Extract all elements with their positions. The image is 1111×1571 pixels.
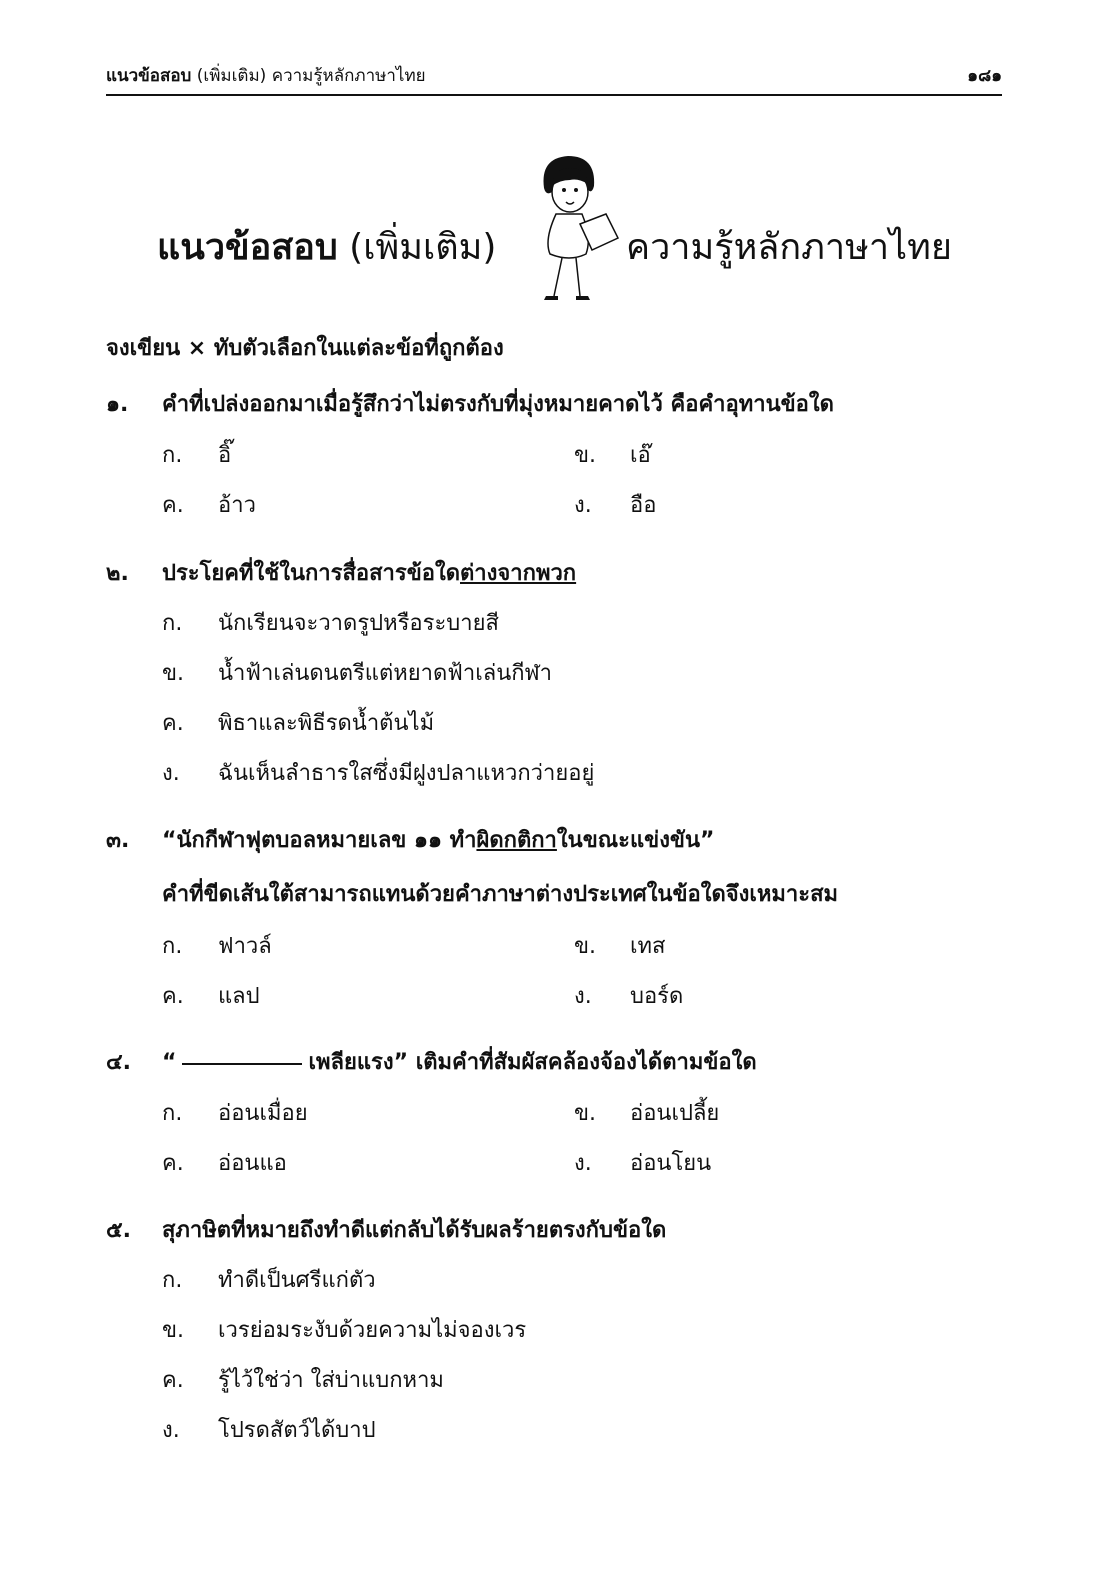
running-header (106, 62, 1002, 94)
option-label: ง. (162, 761, 180, 786)
question-text: สุภาษิตที่หมายถึงทำดีแต่กลับได้รับผลร้ายตรงกับข้อใด (162, 1218, 667, 1243)
option-text: อ่อนแอ (218, 1151, 287, 1176)
page-title (157, 218, 496, 275)
instruction: จงเขียน × ทับตัวเลือกในแต่ละข้อที่ถูกต้อง (106, 336, 504, 361)
option-label: ง. (574, 1151, 592, 1176)
option-text: นักเรียนจะวาดรูปหรือระบายสี (218, 611, 499, 636)
option-text: เอ๊ (630, 443, 651, 468)
question-text-underlined: ผิดกติกา (476, 828, 557, 853)
option-text: รู้ไว้ใช่ว่า ใส่บ่าแบกหาม (218, 1368, 444, 1393)
option-text: บอร์ด (630, 984, 684, 1009)
option-label: ก. (162, 1268, 183, 1293)
page-title-subject: ความรู้หลักภาษาไทย (626, 227, 952, 268)
question-text: คำที่ขีดเส้นใต้สามารถแทนด้วยคำภาษาต่างประเทศในข้อใดจึงเหมาะสม (162, 882, 839, 907)
option-text: พิธาและพิธีรดน้ำต้นไม้ (218, 711, 435, 736)
question-number: ๒. (106, 561, 129, 586)
option-label: ก. (162, 1101, 183, 1126)
option-label: ค. (162, 493, 184, 518)
option-label: ง. (574, 984, 592, 1009)
girl-reading-illustration (522, 150, 622, 310)
option-text: อ่อนเมื่อย (218, 1101, 308, 1126)
option-text: น้ำฟ้าเล่นดนตรีแต่หยาดฟ้าเล่นกีฬา (218, 661, 552, 686)
option-label: ง. (162, 1418, 180, 1443)
option-text: อ้าว (218, 493, 256, 518)
option-text: เทส (630, 934, 666, 959)
option-text: อ่อนเปลี้ย (630, 1101, 720, 1126)
question-text: คำที่เปล่งออกมาเมื่อรู้สึกว่าไม่ตรงกับที่มุ่งหมายคาดไว้ คือคำอุทานข้อใด (162, 392, 834, 417)
option-text: อ่อนโยน (630, 1151, 712, 1176)
option-text: ฉันเห็นลำธารใสซึ่งมีฝูงปลาแหวกว่ายอยู่ (218, 761, 595, 786)
option-label: ง. (574, 493, 592, 518)
option-label: ค. (162, 1151, 184, 1176)
header-divider (106, 94, 1002, 96)
page-number: ๑๘๑ (967, 66, 1002, 86)
option-label: ข. (162, 661, 185, 686)
question-text-part: “ (162, 1050, 177, 1075)
option-label: ก. (162, 443, 183, 468)
option-label: ค. (162, 711, 184, 736)
option-label: ก. (162, 611, 183, 636)
option-text: ทำดีเป็นศรีแก่ตัว (218, 1268, 376, 1293)
option-label: ค. (162, 984, 184, 1009)
fill-in-blank (182, 1062, 302, 1065)
question-text (162, 555, 576, 590)
option-label: ข. (574, 1101, 597, 1126)
question-text-part: ในขณะแข่งขัน” (556, 828, 715, 853)
header-title (106, 62, 426, 89)
question-text (162, 822, 714, 857)
page-title-main: แนวข้อสอบ (157, 227, 338, 268)
question-number: ๑. (106, 392, 129, 417)
question-text-underlined: ต่างจากพวก (460, 561, 577, 586)
question-text-part: ประโยคที่ใช้ในการสื่อสารข้อใด (162, 561, 460, 586)
option-label: ค. (162, 1368, 184, 1393)
option-label: ข. (574, 443, 597, 468)
question-text-part: เพลียแรง” เติมคำที่สัมผัสคล้องจ้องได้ตามข้อใด (308, 1050, 757, 1075)
question-text (162, 1044, 757, 1079)
question-number: ๔. (106, 1050, 132, 1075)
question-number: ๓. (106, 828, 130, 853)
option-label: ก. (162, 934, 183, 959)
option-label: ข. (162, 1318, 185, 1343)
option-text: แลป (218, 984, 260, 1009)
option-text: เวรย่อมระงับด้วยความไม่จองเวร (218, 1318, 527, 1343)
option-text: ฟาวล์ (218, 934, 272, 959)
header-title-bold: แนวข้อสอบ (106, 66, 192, 86)
option-text: โปรดสัตว์ได้บาป (218, 1418, 376, 1443)
page-title-paren: (เพิ่มเติม) (349, 227, 497, 268)
option-text: อิ๊ (218, 443, 232, 468)
header-title-rest: (เพิ่มเติม) ความรู้หลักภาษาไทย (191, 66, 426, 86)
option-text: อือ (630, 493, 657, 518)
question-number: ๕. (106, 1218, 132, 1243)
question-text-part: “นักกีฬาฟุตบอลหมายเลข ๑๑ ทำ (162, 828, 477, 853)
option-label: ข. (574, 934, 597, 959)
